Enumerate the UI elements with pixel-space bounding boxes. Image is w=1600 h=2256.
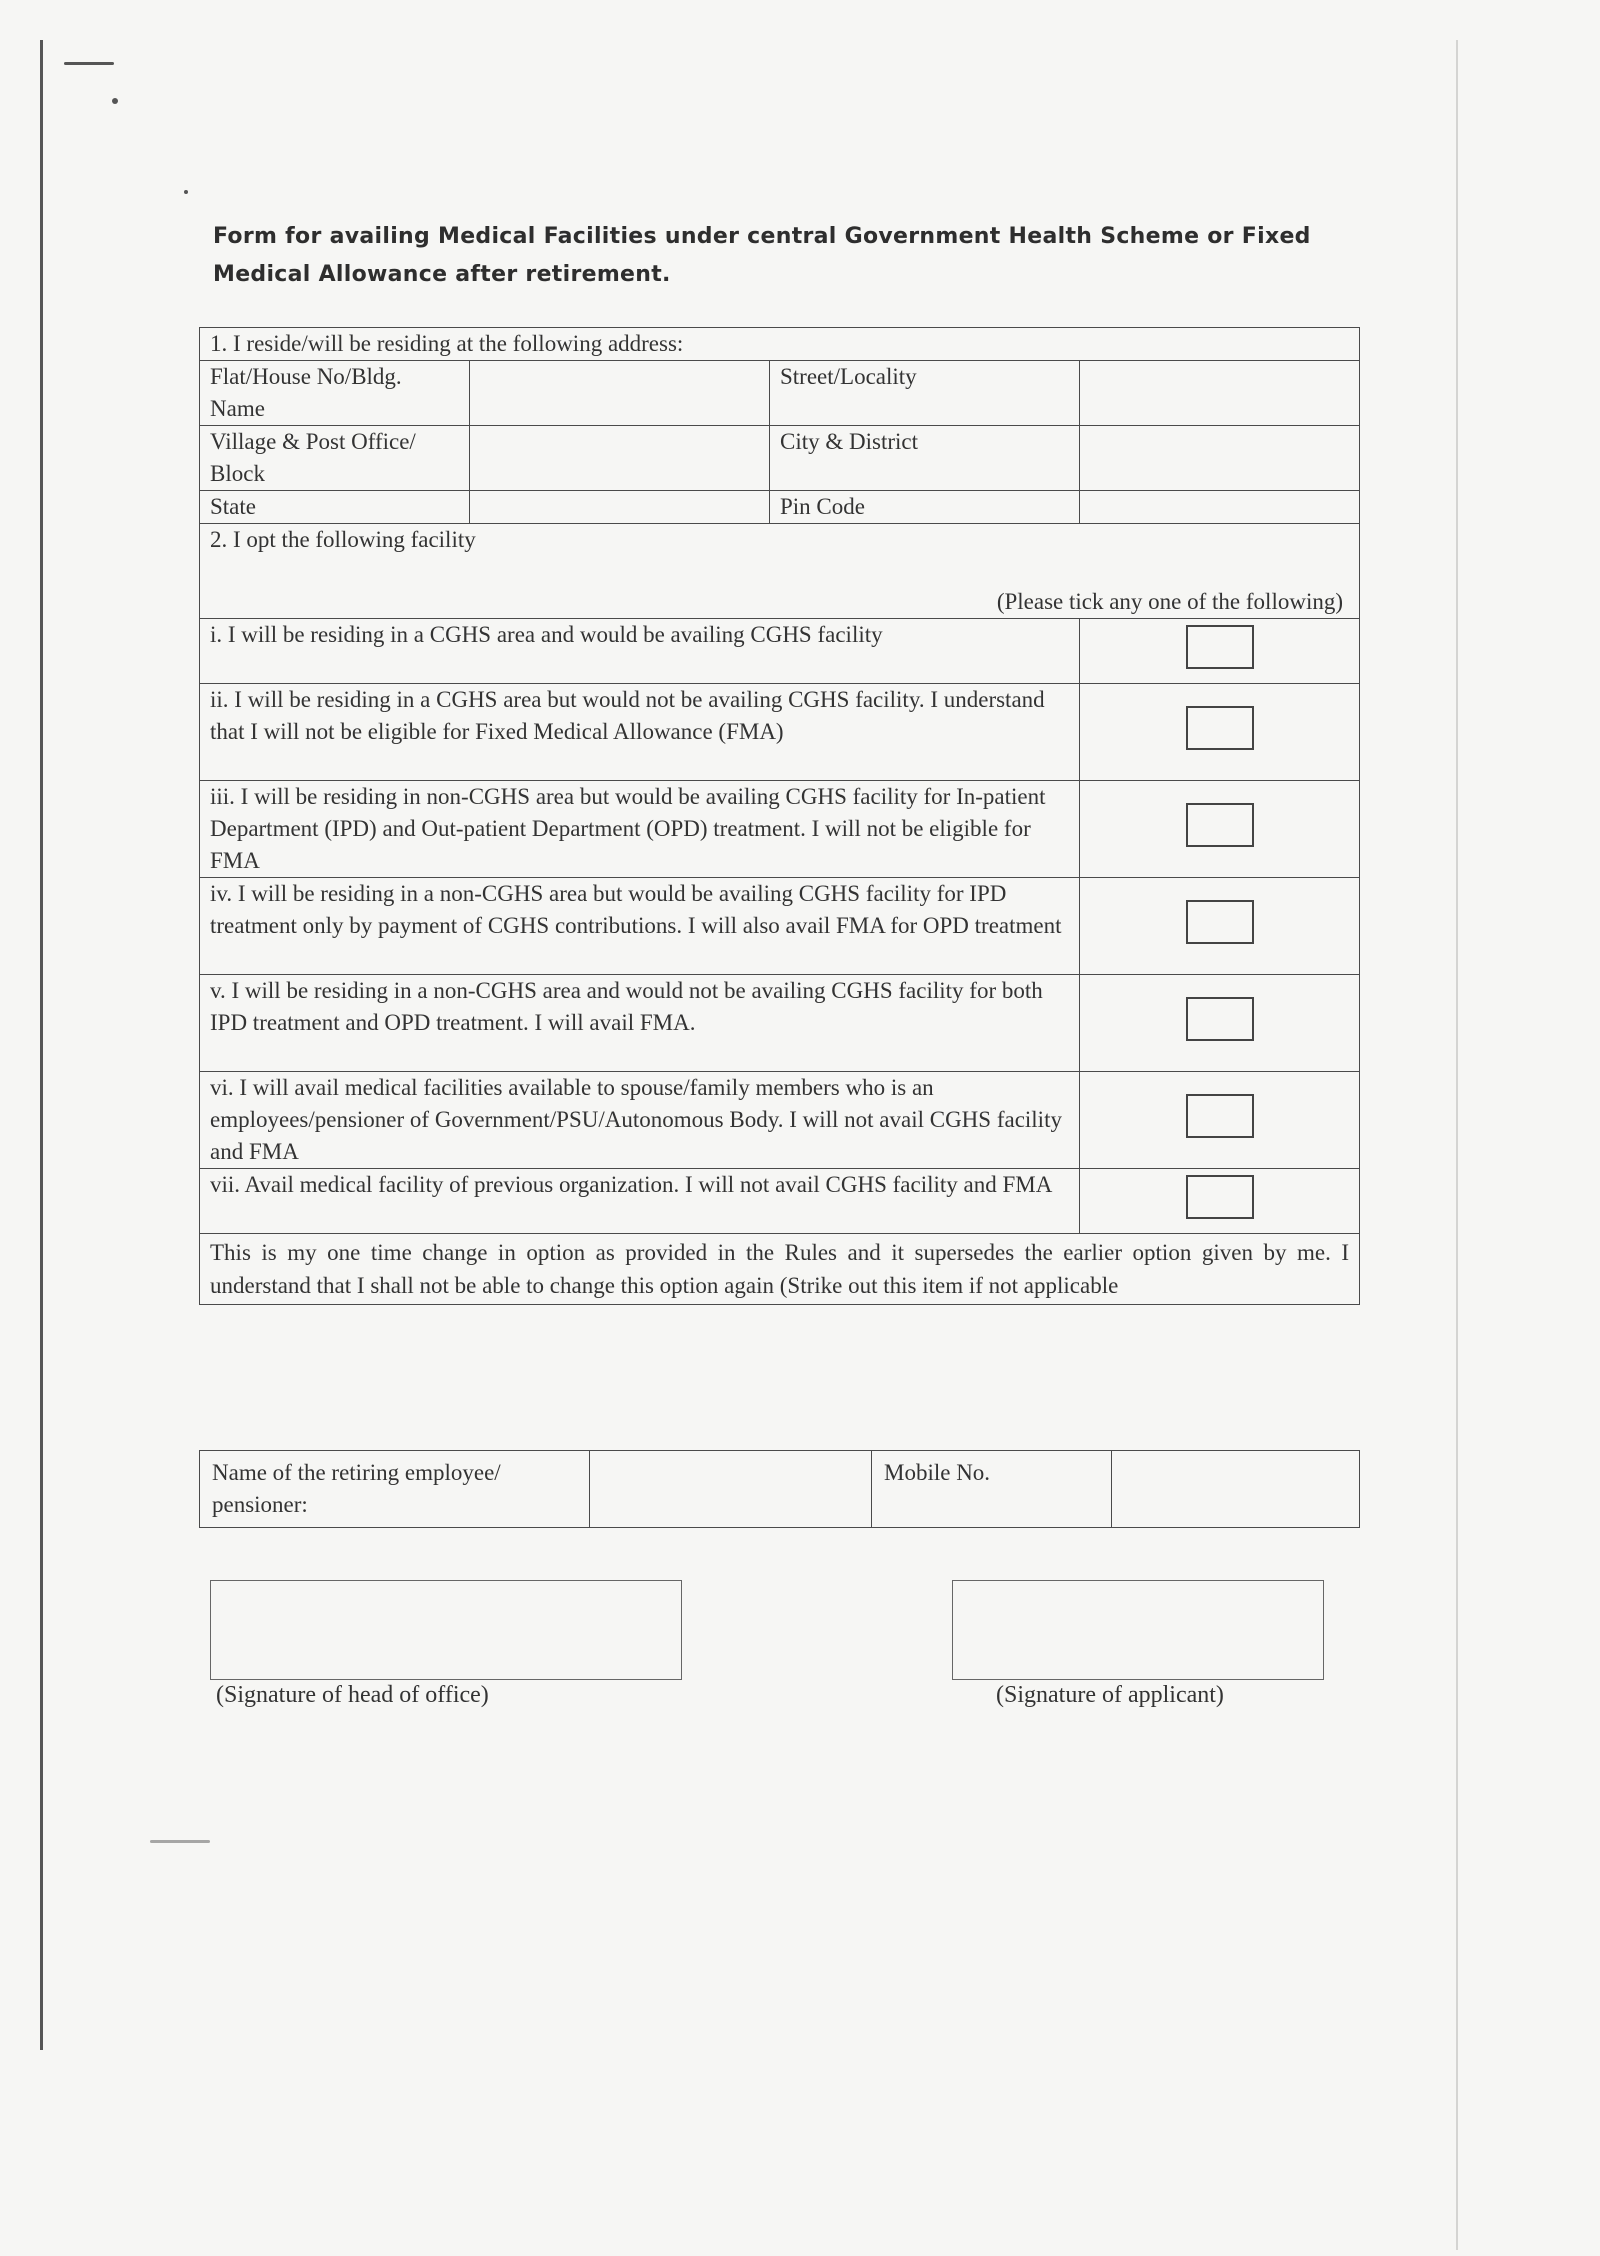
option-v-checkbox[interactable] [1186, 997, 1254, 1041]
option-row [200, 619, 1360, 684]
facility-instruction-row [200, 578, 1360, 619]
flat-house-field[interactable] [470, 361, 770, 426]
option-box-cell [1080, 619, 1360, 684]
village-post-label: Village & Post Office/ Block [200, 426, 470, 491]
option-row [200, 1169, 1360, 1234]
scan-page-edge [1456, 40, 1458, 2250]
option-row [200, 878, 1360, 975]
option-box-cell [1080, 878, 1360, 975]
option-text-vii: vii. Avail medical facility of previous organization. I will not avail CGHS facility and FMA [200, 1169, 1080, 1234]
scan-speck [184, 190, 188, 194]
address-row-village [200, 426, 1360, 491]
form-title: Form for availing Medical Facilities under central Government Health Scheme or Fixed Medical Allowance after retirement. [213, 224, 1311, 287]
option-text-v: v. I will be residing in a non-CGHS area and would not be availing CGHS facility for both IPD treatment and OPD treatment. I will avail FMA. [200, 975, 1080, 1072]
scan-speck [150, 1840, 210, 1843]
scan-speck [112, 98, 118, 104]
tick-instruction: (Please tick any one of the following) [200, 578, 1360, 619]
scan-speck [64, 62, 114, 65]
address-row-state [200, 491, 1360, 524]
option-box-cell [1080, 684, 1360, 781]
option-iii-checkbox[interactable] [1186, 803, 1254, 847]
employee-name-label: Name of the retiring employee/ pensioner: [200, 1451, 590, 1528]
applicant-signature-box[interactable] [952, 1580, 1324, 1680]
option-box-cell [1080, 1169, 1360, 1234]
option-row [200, 684, 1360, 781]
option-box-cell [1080, 975, 1360, 1072]
facility-form-table [199, 327, 1360, 1305]
option-row [200, 975, 1360, 1072]
option-text-vi: vi. I will avail medical facilities available to spouse/family members who is an employees/pensioner of Government/PSU/Autonomous Body. I will not avail CGHS facility and FMA [200, 1072, 1080, 1169]
address-heading-row [200, 328, 1360, 361]
declaration-row [200, 1234, 1360, 1305]
employee-row [200, 1451, 1360, 1528]
street-locality-field[interactable] [1080, 361, 1360, 426]
pin-code-label: Pin Code [770, 491, 1080, 524]
option-text-ii: ii. I will be residing in a CGHS area but would not be availing CGHS facility. I understand that I will not be eligible for Fixed Medical Allowance (FMA) [200, 684, 1080, 781]
option-text-iv: iv. I will be residing in a non-CGHS area but would be availing CGHS facility for IPD treatment only by payment of CGHS contributions. I will also avail FMA for OPD treatment [200, 878, 1080, 975]
state-field[interactable] [470, 491, 770, 524]
state-label: State [200, 491, 470, 524]
address-row-flat [200, 361, 1360, 426]
option-text-iii: iii. I will be residing in non-CGHS area but would be availing CGHS facility for In-patient Department (IPD) and Out-patient Department (OPD) treatment. I will not be eligible for FMA [200, 781, 1080, 878]
pin-code-field[interactable] [1080, 491, 1360, 524]
flat-house-label: Flat/House No/Bldg. Name [200, 361, 470, 426]
head-of-office-signature-box[interactable] [210, 1580, 682, 1680]
option-box-cell [1080, 1072, 1360, 1169]
option-ii-checkbox[interactable] [1186, 706, 1254, 750]
facility-heading: 2. I opt the following facility [200, 524, 1360, 579]
option-row [200, 781, 1360, 878]
option-iv-checkbox[interactable] [1186, 900, 1254, 944]
option-vi-checkbox[interactable] [1186, 1094, 1254, 1138]
head-of-office-signature-label: (Signature of head of office) [216, 1682, 489, 1708]
declaration-text: This is my one time change in option as provided in the Rules and it supersedes the earlier option given by me. I understand that I shall not be able to change this option again (Strike out this item if not applicable [200, 1234, 1360, 1305]
option-text-i: i. I will be residing in a CGHS area and would be availing CGHS facility [200, 619, 1080, 684]
option-vii-checkbox[interactable] [1186, 1175, 1254, 1219]
village-post-field[interactable] [470, 426, 770, 491]
employee-name-field[interactable] [590, 1451, 872, 1528]
address-heading: 1. I reside/will be residing at the following address: [200, 328, 1360, 361]
mobile-field[interactable] [1112, 1451, 1360, 1528]
applicant-signature-label: (Signature of applicant) [996, 1682, 1224, 1708]
employee-details-table [199, 1450, 1360, 1528]
option-row [200, 1072, 1360, 1169]
city-district-label: City & District [770, 426, 1080, 491]
option-box-cell [1080, 781, 1360, 878]
city-district-field[interactable] [1080, 426, 1360, 491]
mobile-label: Mobile No. [872, 1451, 1112, 1528]
facility-heading-row [200, 524, 1360, 579]
scan-binder-line [40, 40, 43, 2050]
street-locality-label: Street/Locality [770, 361, 1080, 426]
option-i-checkbox[interactable] [1186, 625, 1254, 669]
